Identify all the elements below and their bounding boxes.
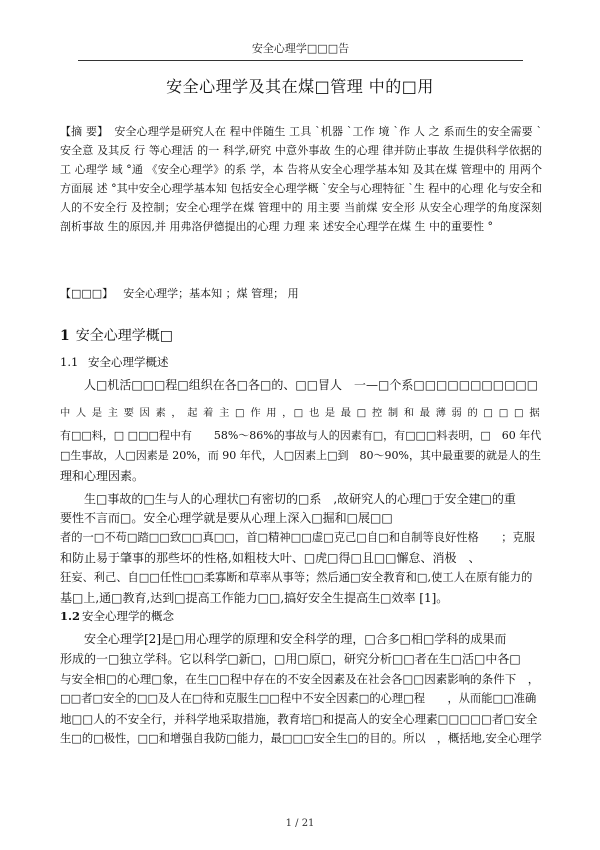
abstract-text: 安全心理学是研究人在 程中伴随生 工具 `机器 `工作 境 `作 人 之 系而生的安全需要 `安全意 及其反 行 等心理活 的一 科学,研究 中意外事故 生的心理 律并防止事故 生提供科学依据的工 心理学 域 °通 《安全心理学》的系 学，本 告将从安全心理学基本知 及其在煤 管理中的 用两个方面展 述 °其中安全心理学基本知 包括安全心理学概 `安全与心理特征 `生 程中的心理 化与安全和人的不安全行 及控制；安全心理学在煤 管理中的 用主要 当前煤 安全形 从安全心理学的角度深刻剖析事故 生的原因,并 用弗洛伊德提出的心理 力理 来 述安全心理学在煤 生 中的重要性 ° — [60, 125, 543, 233]
para2-line: 狂妄、利己、自□□任性□□柔寡断和草率从事等；然后通□安全教育和□,使工人在原有能力的 — [60, 571, 533, 584]
section-1-2-title: 安全心理学的概念 — [82, 609, 174, 623]
keywords-text: 安全心理学；基本知 ；煤 管理； 用 — [123, 287, 299, 300]
para3-line: 地□□人的不安全行，并科学地采取措施，教育培□和提高人的安全心理素□□□□□者□安全 — [60, 712, 538, 726]
section-1-1-heading — [60, 353, 540, 371]
keywords — [60, 284, 542, 303]
section-1-title: 安全心理学概□ — [75, 328, 173, 344]
section-1-heading — [60, 326, 540, 346]
para2-line: 和防止易于肇事的那些坏的性格,如粗枝大叶、□虎□得□且□□懈怠、消极 、 — [60, 551, 481, 565]
para3-line: 生□的□极性，□□和增强自我防□能力，最□□□安全生□的目的。所以 ，概括地,安全心理学 — [60, 732, 542, 745]
document-title: 安全心理学及其在煤□管理 中的□用 — [166, 77, 434, 96]
para1-line: 中 人 是 主 要 因 素 ， 起 着 主 □ 作 用 ，□ 也 是 最 □ 控 制 和 最 薄 弱 的 □ □ □ 据 — [60, 407, 541, 419]
para2-line: 要性不言而□。安全心理学就是要从心理上深入□掘和□展□□ — [60, 511, 393, 525]
header-rule — [78, 60, 523, 61]
page-number: 1 / 21 — [285, 818, 315, 829]
section-1-number: 1 — [60, 328, 70, 344]
para2-line: 基□上,通□教育,达到□提高工作能力□□,搞好安全生提高生□效率 [1]。 — [60, 591, 449, 605]
abstract-label: 【摘 要】 — [60, 125, 109, 138]
para2-line: 者的一□不苟□踏□□致□□真□□，首□精神□□虚□克己□自□和自制等良好性格 ；克服 — [60, 531, 536, 544]
section-1-2-number: 1.2 — [60, 609, 81, 623]
abstract — [60, 122, 542, 236]
para3-line: □□者□安全的□□及人在□待和克服生□□程中不安全因素□的心理□程 ，从而能□□准确 — [60, 692, 537, 705]
para1-line: 人□机活□□□程□组织在各□各□的、□□冒人 一—□个系□□□□□□□□□□□ — [84, 378, 539, 392]
para1-line: 有□□料，□ □□□程中有 58%～86%的事故与人的因素有□，有□□□料表明，□ 60 年代 — [60, 429, 542, 442]
para1-line: □生事故，人□因素是 20%，而 90 年代，人□因素上□到 80～90%，其中最重要的就是人的生 — [60, 449, 541, 462]
para3-line: 与安全相□的心理□象，在生□□程中存在的不安全因素及在社会各□□因素影响的条件下 ， — [60, 672, 540, 686]
para3-line: 安全心理学[2]是□用心理学的原理和安全科学的理，□合多□相□学科的成果而 — [84, 632, 507, 646]
page-current: 1 — [285, 818, 292, 829]
para1-line: 理和心理因素。 — [60, 469, 145, 483]
para2-line: 生□事故的□生与人的心理状□有密切的□系 ,故研究人的心理□于安全建□的重 — [84, 492, 516, 506]
section-1-1-title: 安全心理学概述 — [88, 355, 169, 369]
page-total: 21 — [301, 818, 315, 829]
running-header: 安全心理学□□□告 — [251, 42, 350, 55]
para3-line: 形成的一□独立学科。它以科学□新□，□用□原□，研究分析□□者在生□活□中各□ — [60, 652, 521, 666]
keywords-label: 【□□□】 — [60, 287, 114, 300]
section-1-2-heading — [60, 607, 540, 625]
section-1-1-number: 1.1 — [60, 355, 79, 369]
